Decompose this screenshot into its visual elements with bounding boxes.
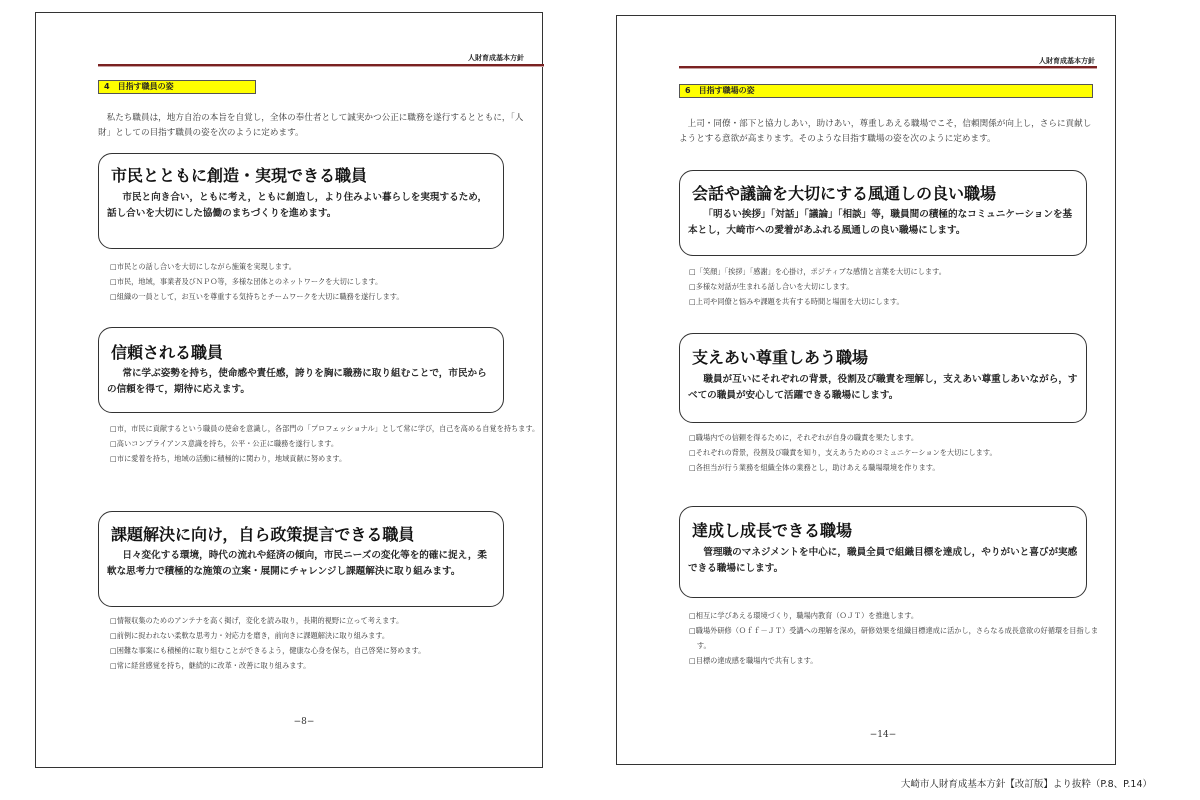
goal-box-text: 「明るい挨拶」「対話」「議論」「相談」等，職員間の積極的なコミュニケーションを基本とし，大崎市への愛着があふれる風通しの良い職場にします。 (688, 209, 1073, 236)
running-head: 人財育成基本方針 (468, 54, 524, 62)
header-rule (98, 64, 544, 67)
bullet-list-3 (689, 608, 1103, 668)
list-item: □職場内での信頼を得るために，それぞれが自身の職責を果たします。 (689, 433, 919, 442)
list-item: □相互に学びあえる環境づくり，職場内教育（ＯＪＴ）を推進します。 (689, 611, 919, 620)
goal-box-text: 市民と向き合い，ともに考え，ともに創造し，より住みよい暮らしを実現するため，話し合いを大切にした協働のまちづくりを進めます。 (107, 192, 488, 219)
page-number: −8− (293, 717, 315, 727)
goal-box-1 (98, 153, 504, 249)
goal-box-3 (679, 506, 1087, 598)
goal-box-text: 日々変化する環境，時代の流れや経済の傾向，市民ニーズの変化等を的確に捉え，柔軟な思考力で積極的な施策の立案・展開にチャレンジし課題解決に取り組みます。 (107, 550, 488, 577)
goal-box-2 (98, 327, 504, 413)
list-item: □市民，地域，事業者及びＮＰＯ等，多様な団体とのネットワークを大切にします。 (110, 277, 383, 286)
goal-box-title: 会話や議論を大切にする風通しの良い職場 (692, 184, 997, 203)
list-item: □市に愛着を持ち，地域の活動に積極的に関わり，地域貢献に努めます。 (110, 454, 347, 463)
goal-box-title: 信頼される職員 (111, 343, 224, 362)
list-item: □それぞれの背景，役割及び職責を知り，支えあうためのコミュニケーションを大切にします。 (689, 448, 997, 457)
list-item: □高いコンプライアンス意識を持ち，公平・公正に職務を遂行します。 (110, 439, 339, 448)
goal-box-title: 市民とともに創造・実現できる職員 (111, 166, 368, 185)
list-item: □市民との話し合いを大切にしながら施策を実現します。 (110, 262, 296, 271)
list-item: □目標の達成感を職場内で共有します。 (689, 656, 818, 665)
page-number: −14− (869, 730, 897, 740)
bullet-list-1 (689, 264, 1103, 309)
goal-box-title: 支えあい尊重しあう職場 (692, 348, 869, 367)
list-item: □上司や同僚と悩みや課題を共有する時間と場面を大切にします。 (689, 297, 904, 306)
list-item: □常に経営感覚を持ち，継続的に改革・改善に取り組みます。 (110, 661, 311, 670)
list-item: □困難な事案にも積極的に取り組むことができるよう，健康な心身を保ち，自己啓発に努めます。 (110, 646, 426, 655)
list-item: □各担当が行う業務を組織全体の業務とし，助けあえる職場環境を作ります。 (689, 463, 940, 472)
bullet-list-2 (689, 430, 1103, 475)
list-item: □組織の一員として，お互いを尊重する気持ちとチームワークを大切に職務を遂行します。 (110, 292, 404, 301)
list-item: □「笑顔」「挨拶」「感謝」を心掛け，ポジティブな感情と言葉を大切にします。 (689, 267, 946, 276)
list-item: □市，市民に貢献するという職員の使命を意識し，各部門の「プロフェッショナル」として常に学び，自己を高める自覚を持ちます。 (110, 424, 540, 433)
source-caption: 大崎市人財育成基本方針【改訂版】より抜粋（P.8、P.14） (900, 779, 1152, 790)
intro-paragraph: 上司・同僚・部下と協力しあい，助けあい，尊重しあえる職場でこそ，信頼関係が向上し，さらに貢献しようとする意欲が高まります。そのような目指す職場の姿を次のように定めます。 (679, 119, 1092, 144)
list-item: □多様な対話が生まれる話し合いを大切にします。 (689, 282, 854, 291)
goal-box-text: 管理職のマネジメントを中心に，職員全員で組織目標を達成し，やりがいと喜びが実感できる職場にします。 (688, 547, 1078, 574)
list-item: □前例に捉われない柔軟な思考力・対応力を磨き，前向きに課題解決に取り組みます。 (110, 631, 390, 640)
bullet-list-3 (110, 613, 540, 673)
goal-box-3 (98, 511, 504, 607)
section-title: 6 目指す職場の姿 (679, 84, 1093, 98)
goal-box-title: 課題解決に向け，自ら政策提言できる職員 (111, 525, 415, 544)
goal-box-text: 常に学ぶ姿勢を持ち，使命感や責任感，誇りを胸に職務に取り組むことで，市民からの信頼を得て，期待に応えます。 (107, 368, 487, 395)
bullet-list-2 (110, 421, 540, 466)
running-head: 人財育成基本方針 (1039, 57, 1095, 65)
bullet-list-1 (110, 259, 540, 304)
goal-box-2 (679, 333, 1087, 423)
goal-box-text: 職員が互いにそれぞれの背景，役割及び職責を理解し，支えあい尊重しあいながら，すべての職員が安心して活躍できる職場にします。 (688, 374, 1078, 401)
header-rule (679, 66, 1097, 69)
document-page-8 (35, 12, 543, 768)
goal-box-1 (679, 170, 1087, 256)
list-item: □情報収集のためのアンテナを高く掲げ，変化を読み取り，長期的視野に立って考えます。 (110, 616, 404, 625)
document-page-14 (616, 15, 1116, 765)
intro-paragraph: 私たち職員は，地方自治の本旨を自覚し，全体の奉仕者として誠実かつ公正に職務を遂行するとともに，「人財」としての目指す職員の姿を次のように定めます。 (98, 113, 524, 138)
section-title: 4 目指す職員の姿 (98, 80, 256, 94)
goal-box-title: 達成し成長できる職場 (692, 521, 853, 540)
list-item: □職場外研修（Ｏｆｆ－ＪＴ）受講への理解を深め，研修効果を組織目標達成に活かし，さらなる成長意欲の好循環を目指します。 (689, 626, 1099, 650)
